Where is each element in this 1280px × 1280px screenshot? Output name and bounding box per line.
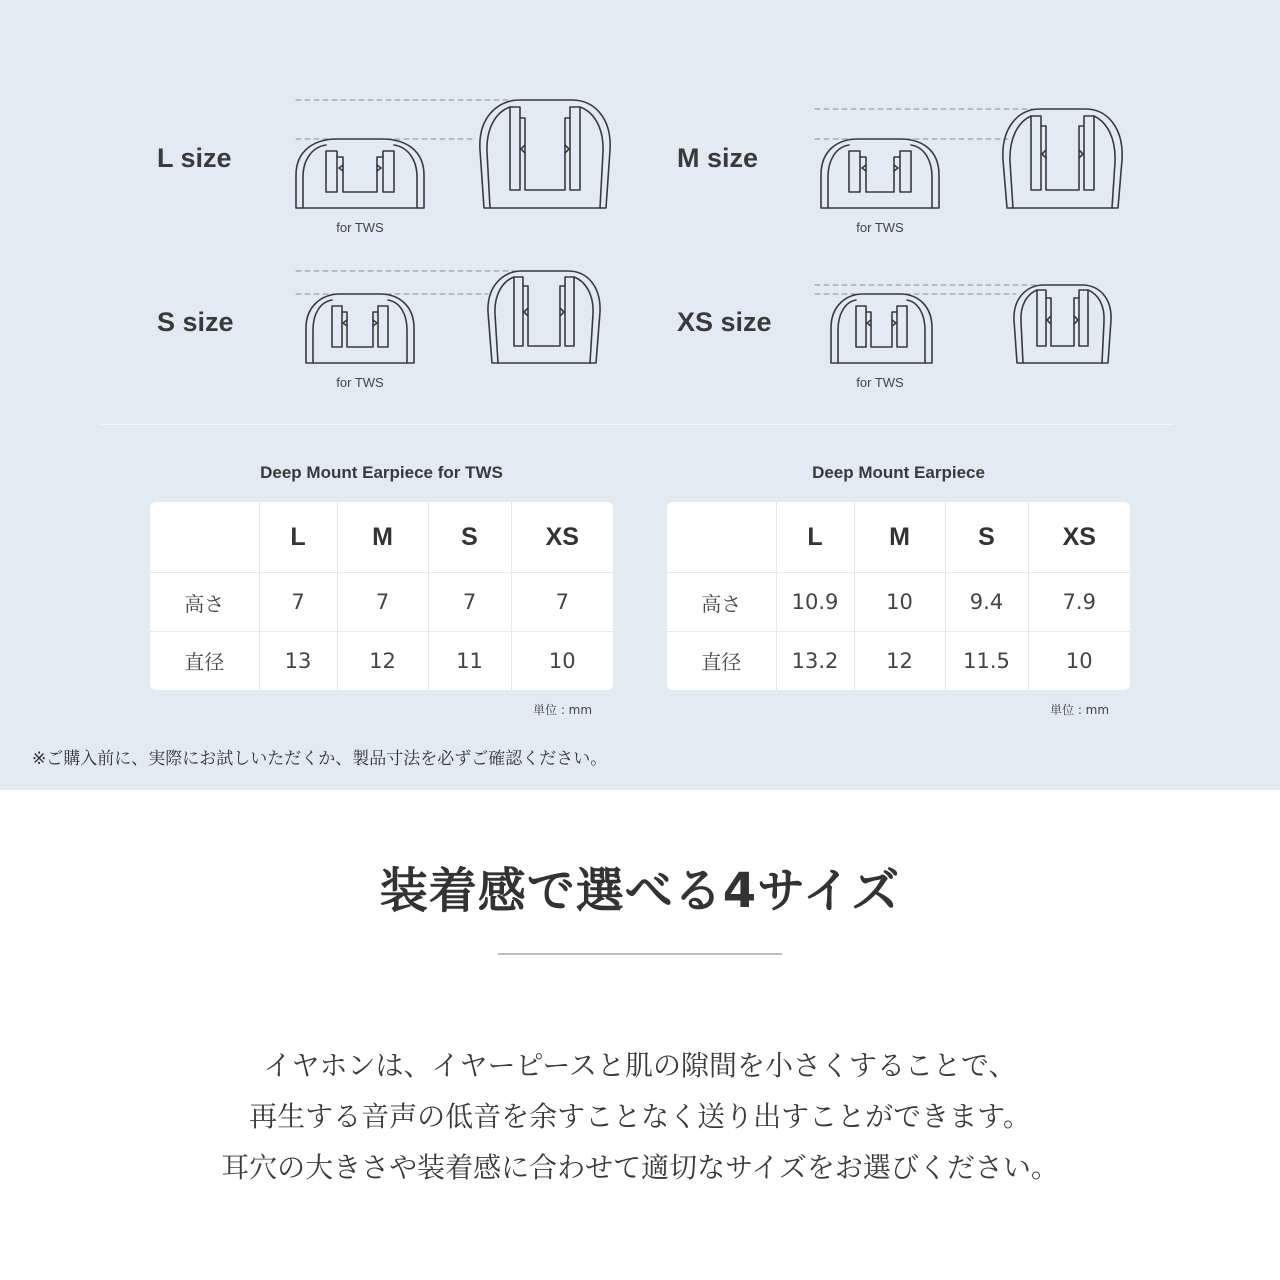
xs-tws-earpiece-icon [831,294,932,363]
table-cell: 7 [428,573,511,632]
headline-underline [498,953,782,955]
section-divider [100,424,1173,425]
table-row [667,573,1130,632]
table-cell: 10.9 [776,573,854,632]
table-header-cell: XS [1028,502,1130,573]
s-size-diagram [296,271,600,363]
s-regular-earpiece-icon [488,271,600,363]
table-cell: 10 [548,648,576,673]
table-cell: 7 [337,573,428,632]
size-label-m: M size [677,143,759,173]
table-row [150,631,613,690]
size-label-s: S size [157,307,234,337]
description-text [0,1040,1280,1193]
purchase-note: ※ご購入前に、実際にお試しいただくか、製品寸法を必ずご確認ください。 [32,749,608,769]
size-label-l: L size [157,143,232,173]
table-cell: 12 [854,631,945,690]
table-cell: 7 [511,573,613,632]
table-header-cell [667,502,776,573]
regular-size-table [667,502,1130,690]
size-label-xs: XS size [677,307,772,337]
xs-tws-caption: for TWS [856,375,904,390]
description-line: イヤホンは、イヤーピースと肌の隙間を小さくすることで、 [263,1049,1017,1082]
l-tws-caption: for TWS [336,220,384,235]
table-row [667,631,1130,690]
regular-table-unit: 単位 : mm [1050,703,1110,717]
l-tws-earpiece-icon [296,139,424,208]
table-header-cell [150,502,259,573]
table-cell: 7 [259,573,337,632]
page-headline: 装着感で選べる4サイズ [379,863,901,919]
table-header-row [150,502,613,573]
xs-regular-earpiece-icon [1014,285,1111,363]
m-size-diagram [815,109,1122,208]
table-row [150,573,613,632]
description-line: 耳穴の大きさや装着感に合わせて適切なサイズをお選びください。 [221,1151,1059,1184]
table-header-cell: L [776,502,854,573]
table-header-cell: M [337,502,428,573]
table-header-cell: L [259,502,337,573]
m-regular-earpiece-icon [1003,109,1122,208]
tws-table-title: Deep Mount Earpiece for TWS [260,463,503,482]
m-tws-earpiece-icon [821,139,939,208]
table-cell: 13.2 [776,631,854,690]
row-label-diameter: 直径 [667,631,776,690]
table-header-cell: XS [511,502,613,573]
xs-size-diagram [815,285,1111,363]
row-label-height: 高さ [667,573,776,632]
earpiece-diagrams [0,0,1280,420]
row-label-diameter: 直径 [150,631,259,690]
table-cell: 9.4 [945,573,1028,632]
m-tws-caption: for TWS [856,220,904,235]
row-label-height: 高さ [150,573,259,632]
s-tws-earpiece-icon [306,294,414,363]
tws-table-unit: 単位 : mm [533,703,593,717]
s-tws-caption: for TWS [336,375,384,390]
table-header-cell: S [945,502,1028,573]
table-cell: 10 [1065,648,1093,673]
table-header-cell: M [854,502,945,573]
tws-size-table [150,502,613,690]
table-cell: 13 [259,631,337,690]
table-cell: 10 [854,573,945,632]
l-size-diagram [296,100,610,208]
table-cell: 12 [337,631,428,690]
l-regular-earpiece-icon [480,100,610,208]
regular-table-title: Deep Mount Earpiece [812,463,985,482]
table-header-row [667,502,1130,573]
description-line: 再生する音声の低音を余すことなく送り出すことができます。 [249,1100,1031,1133]
table-cell: 11 [428,631,511,690]
table-cell: 7.9 [1028,573,1130,632]
table-header-cell: S [428,502,511,573]
table-cell: 11.5 [945,631,1028,690]
